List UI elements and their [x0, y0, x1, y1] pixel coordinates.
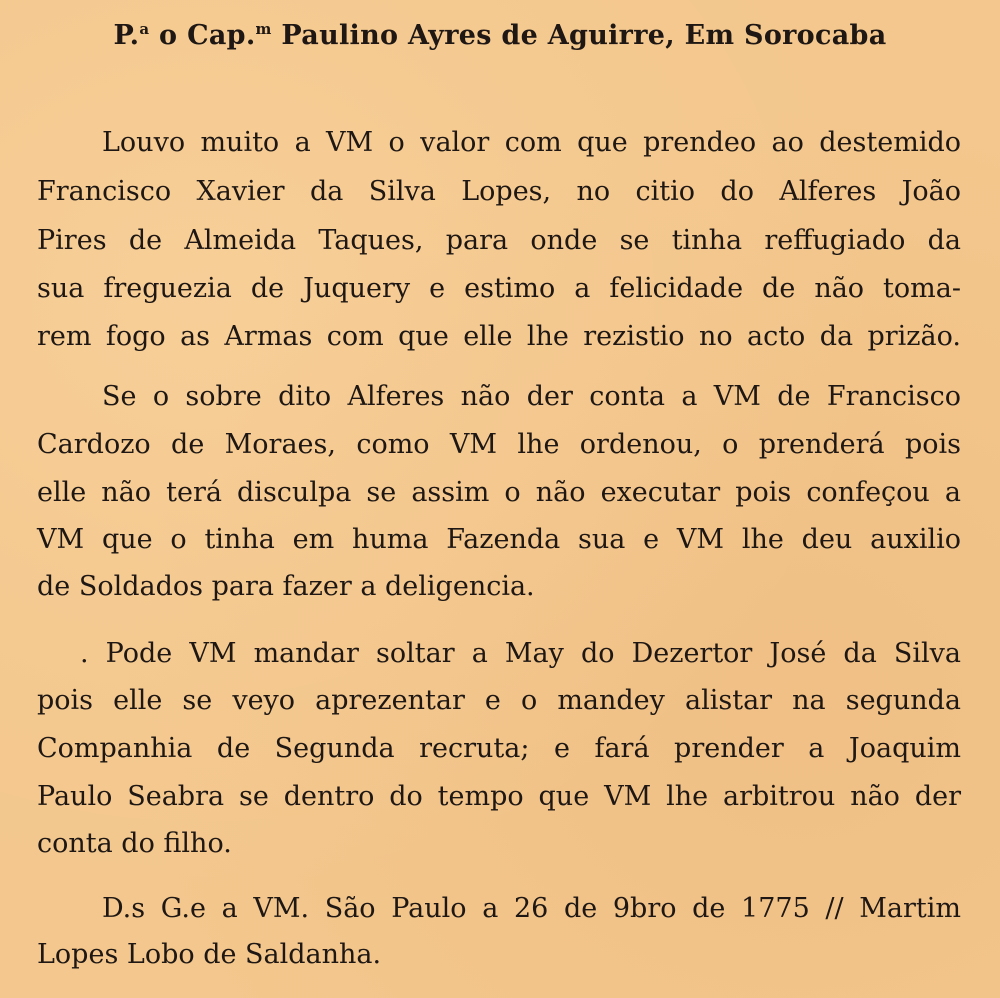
paragraph-3-line-4: Paulo Seabra se dentro do tempo que VM lhe arbitrou não der	[37, 781, 961, 812]
heading-cap: o Cap.	[149, 20, 256, 51]
paragraph-2-line-4: VM que o tinha em huma Fazenda sua e VM lhe deu auxilio	[37, 524, 961, 555]
closing-line-2: Lopes Lobo de Saldanha.	[37, 939, 382, 970]
paragraph-1-line-3: Pires de Almeida Taques, para onde se tinha reffugiado da	[37, 225, 961, 256]
paragraph-1-line-2: Francisco Xavier da Silva Lopes, no citio do Alferes João	[37, 176, 961, 207]
paragraph-2-line-2: Cardozo de Moraes, como VM lhe ordenou, o prenderá pois	[37, 429, 961, 460]
heading-rest: Paulino Ayres de Aguirre, Em Sorocaba	[271, 20, 887, 51]
heading-cap-superscript: m	[255, 20, 272, 38]
letter-heading	[0, 20, 1000, 51]
paragraph-2-line-5: de Soldados para fazer a deligencia.	[37, 571, 535, 602]
heading-prefix: P.	[113, 20, 140, 51]
paragraph-3-line-2: pois elle se veyo aprezentar e o mandey alistar na segunda	[37, 685, 961, 716]
paragraph-3-line-1: . Pode VM mandar soltar a May do Dezertor José da Silva	[80, 638, 961, 669]
heading-prefix-superscript: a	[139, 20, 150, 38]
paragraph-1-line-4: sua freguezia de Juquery e estimo a felicidade de não toma-	[37, 273, 961, 304]
paragraph-1-line-1: Louvo muito a VM o valor com que prendeo ao destemido	[102, 127, 961, 158]
paragraph-2-line-3: elle não terá disculpa se assim o não executar pois confeçou a	[37, 477, 961, 508]
paragraph-3-line-5: conta do filho.	[37, 828, 232, 859]
paragraph-3-line-3: Companhia de Segunda recruta; e fará prender a Joaquim	[37, 733, 961, 764]
paragraph-1-line-5: rem fogo as Armas com que elle lhe rezistio no acto da prizão.	[37, 321, 961, 352]
paragraph-2-line-1: Se o sobre dito Alferes não der conta a VM de Francisco	[102, 381, 961, 412]
closing-line-1: D.s G.e a VM. São Paulo a 26 de 9bro de 1775 // Martim	[102, 893, 961, 924]
